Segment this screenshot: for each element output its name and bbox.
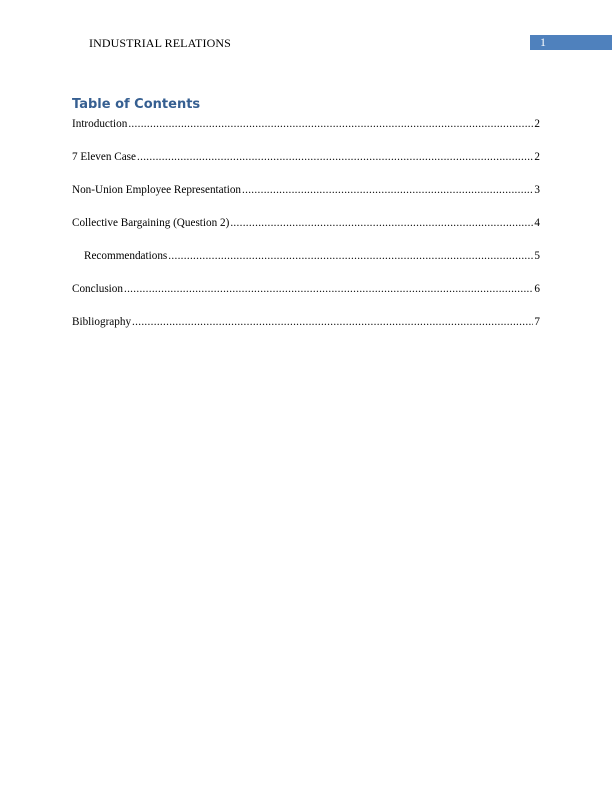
toc-dot-leader xyxy=(242,183,533,197)
toc-entry-label: Non-Union Employee Representation xyxy=(72,184,242,196)
toc-entry-label: Collective Bargaining (Question 2) xyxy=(72,217,230,229)
toc-dot-leader xyxy=(132,315,533,329)
toc-dot-leader xyxy=(128,117,533,131)
table-of-contents xyxy=(72,96,540,348)
toc-entry-label: Bibliography xyxy=(72,316,132,328)
toc-heading: Table of Contents xyxy=(72,97,201,112)
toc-entry-page: 4 xyxy=(534,217,540,229)
toc-dot-leader xyxy=(168,249,533,263)
toc-entry-introduction[interactable] xyxy=(72,117,540,131)
toc-entry-bibliography[interactable] xyxy=(72,315,540,329)
toc-entry-page: 2 xyxy=(534,151,540,163)
toc-entry-page: 5 xyxy=(534,250,540,262)
toc-dot-leader xyxy=(230,216,533,230)
toc-entry-page: 3 xyxy=(534,184,540,196)
toc-entry-label: 7 Eleven Case xyxy=(72,151,136,163)
toc-entry-label: Recommendations xyxy=(84,250,168,262)
toc-entry-page: 2 xyxy=(534,118,540,130)
toc-dot-leader xyxy=(137,150,533,164)
page-number: 1 xyxy=(540,35,546,49)
toc-entry-page: 6 xyxy=(534,283,540,295)
running-header-title: INDUSTRIAL RELATIONS xyxy=(89,36,231,50)
toc-entry-label: Introduction xyxy=(72,118,128,130)
toc-entry-conclusion[interactable] xyxy=(72,282,540,296)
toc-entry-collective-bargaining[interactable] xyxy=(72,216,540,230)
toc-entry-page: 7 xyxy=(534,316,540,328)
page-number-badge xyxy=(530,35,612,50)
toc-list xyxy=(72,117,540,329)
toc-dot-leader xyxy=(124,282,533,296)
toc-entry-label: Conclusion xyxy=(72,283,123,295)
toc-entry-recommendations[interactable] xyxy=(72,249,540,263)
toc-entry-7-eleven-case[interactable] xyxy=(72,150,540,164)
toc-entry-non-union-representation[interactable] xyxy=(72,183,540,197)
